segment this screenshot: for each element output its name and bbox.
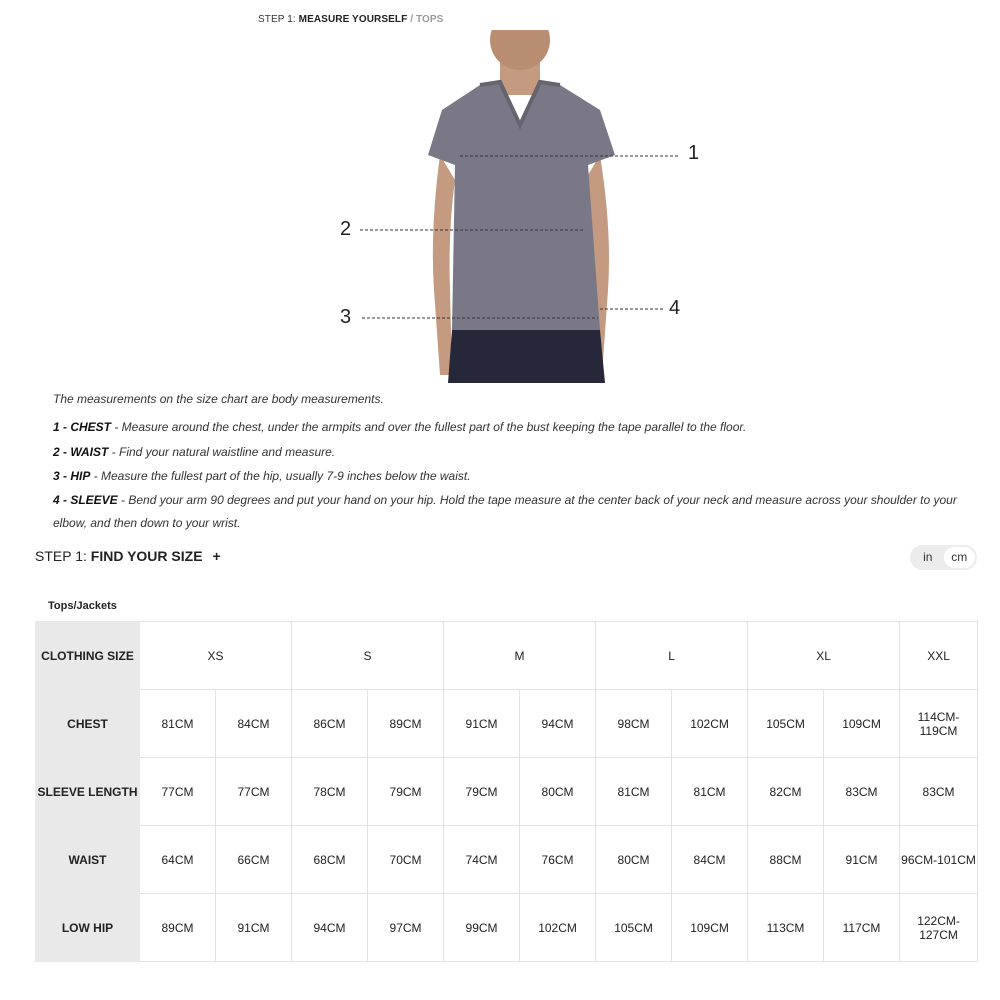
size-header: XL	[748, 622, 900, 690]
table-cell: 84CM	[672, 826, 748, 894]
marker-chest: 1	[688, 142, 700, 164]
breadcrumb-step: STEP 1:	[258, 14, 296, 25]
table-cell: 77CM	[140, 758, 216, 826]
expand-plus-icon[interactable]: +	[212, 548, 221, 564]
breadcrumb-separator: /	[410, 14, 414, 25]
table-cell: 109CM	[824, 690, 900, 758]
table-cell: 96CM-101CM	[900, 826, 978, 894]
size-header: XXL	[900, 622, 978, 690]
table-cell: 70CM	[368, 826, 444, 894]
table-cell: 84CM	[216, 690, 292, 758]
find-size-title: FIND YOUR SIZE	[90, 548, 203, 564]
instruction-waist	[53, 441, 993, 464]
table-cell: 102CM	[672, 690, 748, 758]
table-cell: 98CM	[596, 690, 672, 758]
table-cell: 113CM	[748, 894, 824, 962]
table-cell: 82CM	[748, 758, 824, 826]
table-cell: 109CM	[672, 894, 748, 962]
row-label: LOW HIP	[36, 894, 140, 962]
table-cell: 114CM-119CM	[900, 690, 978, 758]
instruction-term: 3 - HIP	[53, 469, 91, 483]
table-cell: 76CM	[520, 826, 596, 894]
instruction-text: - Measure around the chest, under the armpits and over the fullest part of the bust keeping the tape parallel to the floor.	[111, 420, 747, 434]
table-cell: 79CM	[444, 758, 520, 826]
breadcrumb	[258, 14, 443, 25]
size-header: M	[444, 622, 596, 690]
model-illustration	[330, 30, 710, 383]
table-cell: 81CM	[672, 758, 748, 826]
breadcrumb-current: MEASURE YOURSELF	[298, 14, 408, 25]
find-size-toggle[interactable]	[35, 548, 221, 564]
row-label: WAIST	[36, 826, 140, 894]
instruction-hip	[53, 465, 993, 488]
size-header: L	[596, 622, 748, 690]
table-cell: 89CM	[140, 894, 216, 962]
size-header: S	[292, 622, 444, 690]
table-row	[36, 690, 978, 758]
table-cell: 105CM	[748, 690, 824, 758]
table-cell: 86CM	[292, 690, 368, 758]
table-cell: 94CM	[292, 894, 368, 962]
table-cell: 97CM	[368, 894, 444, 962]
table-cell: 91CM	[824, 826, 900, 894]
table-cell: 102CM	[520, 894, 596, 962]
instruction-term: 2 - WAIST	[53, 445, 109, 459]
table-cell: 64CM	[140, 826, 216, 894]
table-cell: 94CM	[520, 690, 596, 758]
table-cell: 83CM	[900, 758, 978, 826]
row-label: SLEEVE LENGTH	[36, 758, 140, 826]
table-cell: 81CM	[140, 690, 216, 758]
instruction-text: - Find your natural waistline and measure.	[108, 445, 336, 459]
intro-text: The measurements on the size chart are body measurements.	[53, 392, 384, 406]
size-header: XS	[140, 622, 292, 690]
table-cell: 74CM	[444, 826, 520, 894]
find-size-step: STEP 1:	[35, 548, 87, 564]
table-cell: 117CM	[824, 894, 900, 962]
table-title: Tops/Jackets	[48, 600, 117, 612]
row-label: CHEST	[36, 690, 140, 758]
unit-toggle[interactable]	[910, 545, 977, 570]
table-cell: 80CM	[596, 826, 672, 894]
table-cell: 122CM-127CM	[900, 894, 978, 962]
table-cell: 79CM	[368, 758, 444, 826]
table-row	[36, 894, 978, 962]
table-cell: 91CM	[216, 894, 292, 962]
table-cell: 91CM	[444, 690, 520, 758]
unit-cm-option[interactable]: cm	[944, 547, 976, 568]
measurement-figure	[330, 30, 710, 383]
table-cell: 105CM	[596, 894, 672, 962]
size-chart-table	[35, 621, 978, 962]
table-row	[36, 826, 978, 894]
table-cell: 68CM	[292, 826, 368, 894]
instruction-text: - Measure the fullest part of the hip, usually 7-9 inches below the waist.	[90, 469, 471, 483]
marker-waist: 2	[340, 218, 352, 240]
table-cell: 83CM	[824, 758, 900, 826]
table-cell: 88CM	[748, 826, 824, 894]
instruction-sleeve	[53, 489, 993, 535]
table-cell: 77CM	[216, 758, 292, 826]
table-cell: 78CM	[292, 758, 368, 826]
instruction-chest	[53, 416, 993, 439]
instruction-term: 1 - CHEST	[53, 420, 112, 434]
breadcrumb-section[interactable]: TOPS	[415, 14, 444, 25]
table-header-row	[36, 622, 978, 690]
table-cell: 99CM	[444, 894, 520, 962]
table-cell: 89CM	[368, 690, 444, 758]
marker-hip: 3	[340, 306, 352, 328]
table-row	[36, 758, 978, 826]
table-cell: 81CM	[596, 758, 672, 826]
instruction-term: 4 - SLEEVE	[53, 493, 118, 507]
table-cell: 66CM	[216, 826, 292, 894]
row-label: CLOTHING SIZE	[36, 622, 140, 690]
unit-in-option[interactable]: in	[923, 550, 933, 564]
marker-sleeve: 4	[669, 297, 681, 319]
instruction-text: - Bend your arm 90 degrees and put your hand on your hip. Hold the tape measure at the center back of your neck and measure across your shoulder to your elbow, and then down to your wrist.	[53, 493, 957, 530]
table-cell: 80CM	[520, 758, 596, 826]
